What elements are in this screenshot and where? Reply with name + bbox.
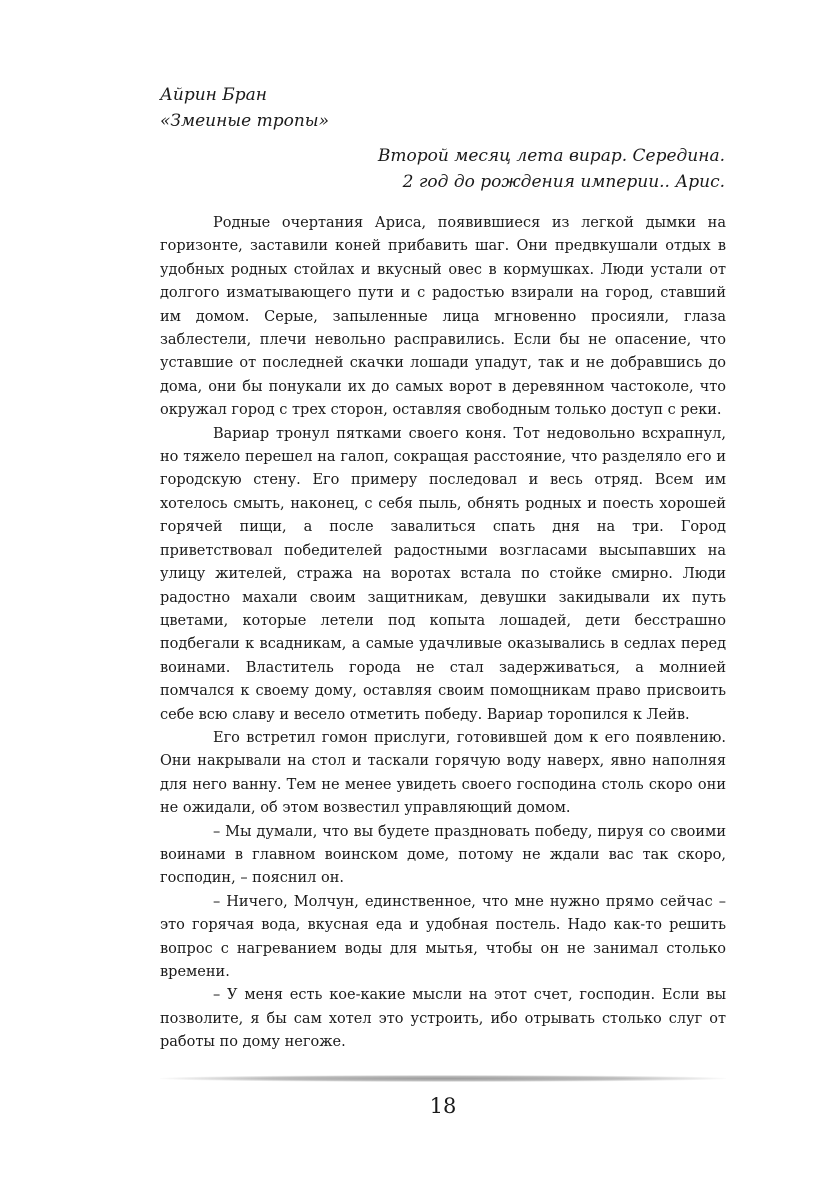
paragraph: – У меня есть кое-какие мысли на этот счет, господин. Если вы позволите, я бы сам хотел это устроить, ибо отрывать столько слуг от работы по дому негоже. — [160, 987, 726, 1051]
epigraph — [378, 143, 725, 195]
book-title: «Змеиные тропы» — [160, 111, 330, 131]
footer-divider — [160, 1075, 726, 1082]
page-number: 18 — [429, 1094, 457, 1118]
paragraph: Родные очертания Ариса, появившиеся из легкой дымки на горизонте, заставили коней прибавить шаг. Они предвкушали отдых в удобных родных стойлах и вкусный овес в кормушках. Люди устали от долгого изматывающего пути и с радостью взирали на город, ставший им домом. Серые, запыленные лица мгновенно просияли, глаза заблестели, плечи невольно расправились. Если бы не опасение, что уставшие от последней скачки лошади упадут, так и не добравшись до дома, они бы понукали их до самых ворот в деревянном частоколе, что окружал город с трех сторон, оставляя свободным только доступ с реки. — [160, 215, 726, 419]
paragraph: – Ничего, Молчун, единственное, что мне нужно прямо сейчас – это горячая вода, вкусная еда и удобная постель. Надо как-то решить вопрос с нагреванием воды для мытья, чтобы он не занимал столько времени. — [160, 893, 726, 980]
paragraph: – Мы думали, что вы будете праздновать победу, пируя со своими воинами в главном воинском доме, потому не ждали вас так скоро, господин, – пояснил он. — [160, 823, 726, 887]
paragraph: Его встретил гомон прислуги, готовившей дом к его появлению. Они накрывали на стол и таскали горячую воду наверх, явно наполняя для него ванну. Тем не менее увидеть своего господина столь скоро они не ожидали, об этом возвестил управляющий домом. — [160, 729, 726, 817]
epigraph-line-2: 2 год до рождения империи.. Арис. — [402, 172, 725, 192]
running-header — [160, 82, 329, 134]
author-name: Айрин Бран — [160, 85, 267, 105]
paragraph: Вариар тронул пятками своего коня. Тот недовольно всхрапнул, но тяжело перешел на галоп, сокращая расстояние, что разделяло его и городскую стену. Его примеру последовал и весь отряд. Всем им хотелось смыть, наконец, с себя пыль, обнять родных и поесть хорошей горячей пищи, а после завалиться спать дня на три. Город приветствовал победителей радостными возгласами высыпавших на улицу жителей, стража на воротах встала по стойке смирно. Люди радостно махали своим защитникам, девушки закидывали их путь цветами, которые летели под копыта лошадей, дети бесстрашно подбегали к всадникам, а самые удачливые оказывались в седлах перед воинами. Властитель города не стал задерживаться, а молнией помчался к своему дому, оставляя своим помощникам право присвоить себе всю славу и весело отметить победу. Вариар торопился к Лейв. — [160, 425, 726, 723]
epigraph-line-1: Второй месяц лета вирар. Середина. — [377, 146, 725, 166]
body-text — [160, 212, 726, 1055]
